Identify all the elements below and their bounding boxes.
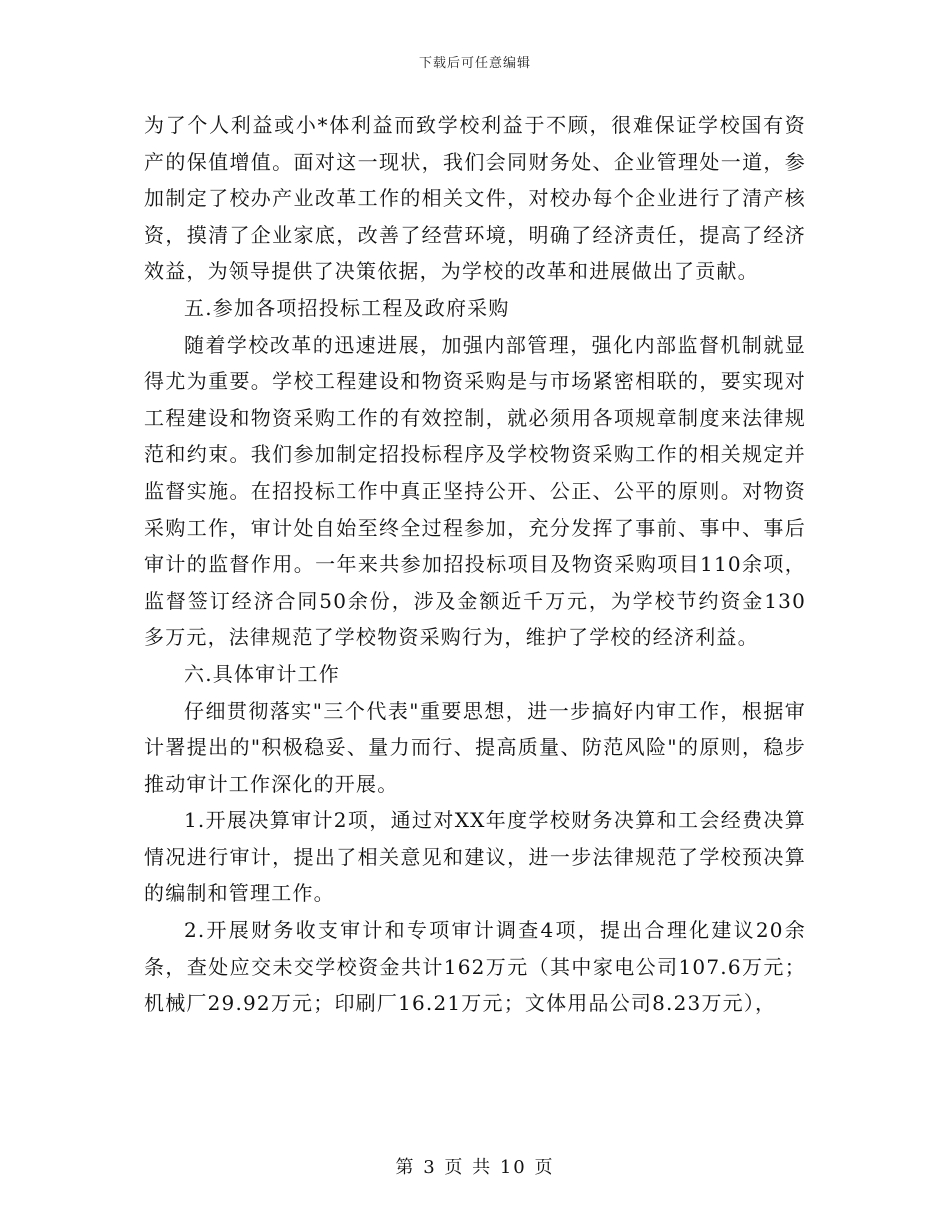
page-header: 下载后可任意编辑 [418, 56, 531, 71]
paragraph-reform-continuation: 为了个人利益或小*体利益而致学校利益于不顾，很难保证学校国有资产的保值增值。面对这一现状，我们会同财务处、企业管理处一道，参加制定了校办产业改革工作的相关文件，对校办每个企业进行了清产核资，摸清了企业家底，改善了经营环境，明确了经济责任，提高了经济效益，为领导提供了决策依据，为学校的改革和进展做出了贡献。 [144, 113, 806, 284]
paragraph-item-2: 2.开展财务收支审计和专项审计调查4项，提出合理化建议20余条，查处应交未交学校资金共计162万元（其中家电公司107.6万元；机械厂29.92万元；印刷厂16.21万元；文体用品公司8.23万元）， [144, 918, 806, 1016]
paragraph-audit-intro: 仔细贯彻落实"三个代表"重要思想，进一步搞好内审工作，根据审计署提出的"积极稳妥、量力而行、提高质量、防范风险"的原则，稳步推动审计工作深化的开展。 [144, 698, 806, 796]
section-heading-six: 六.具体审计工作 [184, 661, 340, 686]
page-footer: 第 3 页 共 10 页 [395, 1157, 555, 1178]
document-body [144, 107, 806, 1022]
paragraph-item-1: 1.开展决算审计2项，通过对XX年度学校财务决算和工会经费决算情况进行审计，提出了相关意见和建议，进一步法律规范了学校预决算的编制和管理工作。 [144, 808, 806, 906]
paragraph-procurement: 随着学校改革的迅速进展，加强内部管理，强化内部监督机制就显得尤为重要。学校工程建设和物资采购是与市场紧密相联的，要实现对工程建设和物资采购工作的有效控制，就必须用各项规章制度来法律规范和约束。我们参加制定招投标程序及学校物资采购工作的相关规定并监督实施。在招投标工作中真正坚持公开、公正、公平的原则。对物资采购工作，审计处自始至终全过程参加，充分发挥了事前、事中、事后审计的监督作用。一年来共参加招投标项目及物资采购项目110余项，监督签订经济合同50余份，涉及金额近千万元，为学校节约资金130多万元，法律规范了学校物资采购行为，维护了学校的经济利益。 [144, 332, 806, 650]
section-heading-five: 五.参加各项招投标工程及政府采购 [184, 295, 510, 320]
